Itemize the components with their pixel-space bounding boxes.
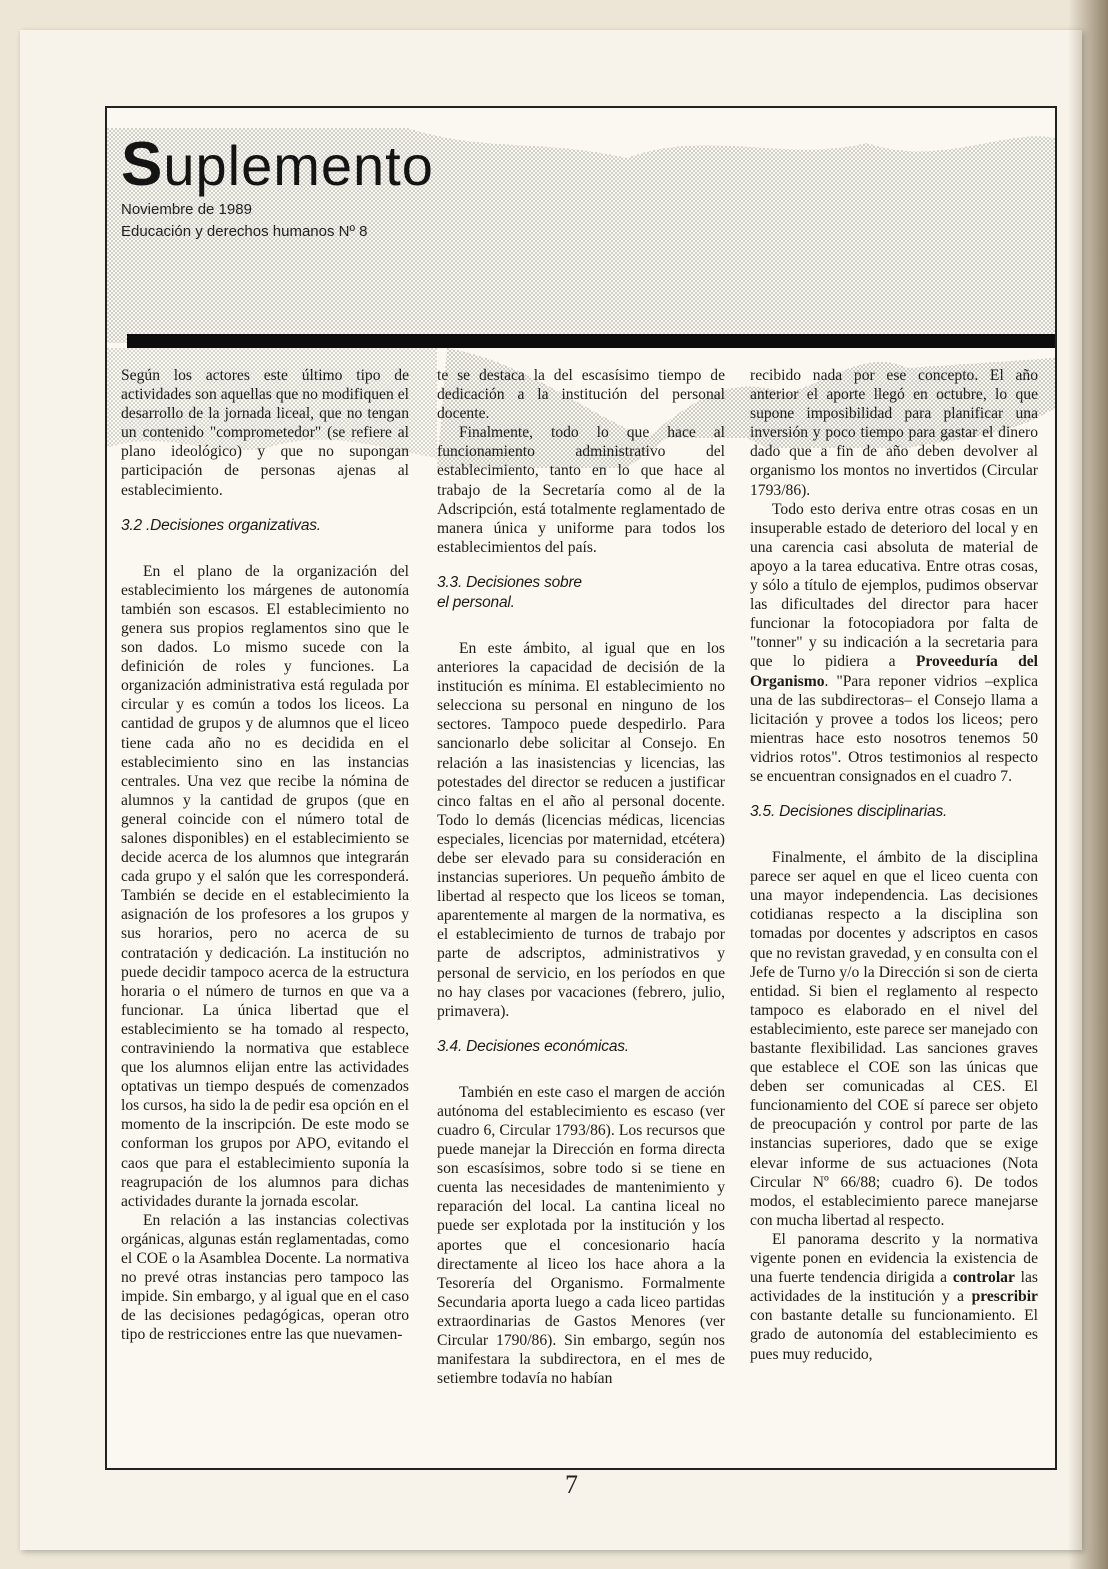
bold-run: controlar xyxy=(952,1269,1015,1287)
text-run: con bastante detalle su funcionamiento. El grado de autonomía del establecimiento es pues muy reducido, xyxy=(750,1307,1038,1363)
text-run: Todo esto deriva entre otras cosas en un insuperable estado de deterioro del local y en una carencia casi absoluta de material de apoyo a la tarea educativa. Entre otras cosas, y sólo a título de ejemplos, pudimos observar las dificultades del director para hacer funcionar la fotocopiadora por falta de "tonner" y su indicación a la secretaria para que lo pidiera a xyxy=(750,500,1038,671)
book-edge-shadow xyxy=(1068,0,1108,1569)
paragraph xyxy=(750,500,1038,786)
masthead-date: Noviembre de 1989 xyxy=(121,201,252,218)
paragraph: En este ámbito, al igual que en los anteriores la capacidad de decisión de la institución es mínima. El establecimiento no selecciona su personal en ninguno de los sectores. Tampoco puede despedirlo. Para sancionarlo debe solicitar al Consejo. En relación a las inasistencias y licencias, las potestades del director se reducen a justificar cinco faltas en el año al personal docente. Todo lo demás (licencias médicas, licencias especiales, licencias por maternidad, etcétera) debe ser elevado para su consideración en instancias superiores. Un pequeño ámbito de libertad al respecto que los liceos se toman, aparentemente al margen de la normativa, es el establecimiento de turnos de trabajo por parte de adscriptos, administrativos y personal de servicio, en los períodos en que no hay clases por vacaciones (febrero, julio, primavera). xyxy=(437,639,725,1020)
page-number: 7 xyxy=(565,1470,578,1499)
text-run: El panorama descrito y la normativa vigente ponen en evidencia la existencia de una fuerte tendencia dirigida a xyxy=(750,1230,1038,1287)
section-heading-3-4: 3.4. Decisiones económicas. xyxy=(437,1037,629,1055)
paragraph: Finalmente, todo lo que hace al funcionamiento administrativo del establecimiento, tanto en lo que hace al trabajo de la Secretaría como al de la Adscripción, está totalmente reglamentado de manera única y uniforme para todos los establecimientos del país. xyxy=(437,424,725,556)
masthead-series: Educación y derechos humanos Nº 8 xyxy=(121,223,368,240)
bold-run: prescribir xyxy=(971,1288,1038,1306)
bold-run: Proveeduría del Organismo xyxy=(750,653,1038,690)
masthead-title xyxy=(121,130,434,199)
heading-line: 3.3. Decisiones sobre xyxy=(437,573,582,591)
masthead-title-rest: uplemento xyxy=(163,134,434,197)
text-column-2 xyxy=(437,366,725,1388)
masthead xyxy=(121,130,434,240)
text-column-1 xyxy=(121,366,409,1345)
text-run: . "Para reponer vidrios –explica una de las subdirectoras– el Consejo llama a licitación y provee a todos los liceos; pero mientras hace esto nosotros tenemos 50 vidrios rotos". Otros testimonios al respecto se encuentran consignados en el cuadro 7. xyxy=(750,672,1038,785)
text-run: las actividades de la institución y a xyxy=(750,1269,1038,1306)
paragraph: También en este caso el margen de acción autónoma del establecimiento es escaso (ver cuadro 6, Circular 1793/86). Los recursos que puede manejar la Dirección en forma directa son escasísimos, sobre todo si se tiene en cuenta las necesidades de mantenimiento y reparación del local. La cantina liceal no puede ser explotada por la institución y los aportes que el concesionario hacía directamente al liceo los hace ahora a la Tesorería del Organismo. Formalmente Secundaria aporta luego a cada liceo partidas extraordinarias de Gastos Menores (ver Circular 1790/86). Sin embargo, según nos manifestara la subdirectora, en el mes de setiembre todavía no habían xyxy=(437,1083,725,1388)
paragraph: Finalmente, el ámbito de la disciplina parece ser aquel en que el liceo cuenta con una mayor independencia. Las decisiones cotidianas respecto a la disciplina son tomadas por docentes y adscriptos en casos que no revistan gravedad, y en consulta con el Jefe de Turno y/o la Dirección si son de cierta entidad. Si bien el reglamento al respecto tampoco es elaborado en el nivel del establecimiento, este parece ser manejado con bastante flexibilidad. Las sanciones graves que establece el COE son las únicas que deben ser comunicadas al CES. El funcionamiento del COE sí parece ser objeto de preocupación y control por parte de las instancias superiores, dado que se exige elevar informe de sus actuaciones (Nota Circular Nº 66/88; cuadro 6). De todos modos, el establecimiento parece manejarse con mucha libertad al respecto. xyxy=(750,849,1038,1229)
section-heading-3-3 xyxy=(437,573,725,613)
text-column-3 xyxy=(750,366,1038,1364)
paragraph: En relación a las instancias colectivas orgánicas, algunas están reglamentadas, como el COE o la Asamblea Docente. La normativa no prevé otras instancias pero tampoco las impide. Sin embargo, y al igual que en el caso de las decisiones pedagógicas, operan otro tipo de restricciones entre las que nuevamen- xyxy=(121,1211,409,1344)
paragraph: En el plano de la organización del establecimiento los márgenes de autonomía también son escasos. El establecimiento no genera sus propios reglamentos sino que le son dados. Lo mismo sucede con la definición de roles y funciones. La organización administrativa está regulada por circular y es común a todos los liceos. La cantidad de grupos y de alumnos que el liceo tiene cada año no es decidida en el establecimiento sino en las instancias centrales. Una vez que recibe la nómina de alumnos y la cantidad de grupos (que en general coincide con el número total de salones disponibles) en el establecimiento se decide acerca de los alumnos que integrarán cada grupo y el salón que les corresponderá. También se decide en el establecimiento la asignación de los profesores a los grupos y sus horarios, pero no acerca de su contratación y dedicación. La institución no puede decidir tampoco acerca de la estructura horaria o el número de turnos en que va a funcionar. La única libertad que el establecimiento se ha tomado al respecto, contraviniendo la normativa que establece que los alumnos elijan entre las actividades optativas un tiempo después de comenzados los cursos, ha sido la de pedir esa opción en el momento de la inscripción. De este modo se conforman los grupos por APO, evitando el caos que para el establecimiento suponía la reagrupación de los alumnos para dichas actividades durante la jornada escolar. xyxy=(121,562,409,1210)
heading-line: el personal. xyxy=(437,593,515,611)
header-rule xyxy=(127,334,1055,348)
paragraph: Según los actores este último tipo de actividades son aquellas que no modifiquen el desarrollo de la jornada liceal, que no tengan un contenido "comprometedor" (se refiere al plano ideológico) y que no supongan participación de personas ajenas al establecimiento. xyxy=(121,367,409,499)
paragraph: te se destaca la del escasísimo tiempo de dedicación a la institución del personal docente. xyxy=(437,367,725,423)
paragraph xyxy=(750,1230,1038,1364)
section-heading-3-5: 3.5. Decisiones disciplinarias. xyxy=(750,803,948,821)
paragraph: recibido nada por ese concepto. El año anterior el aporte llegó en octubre, lo que supone imposibilidad para planificar una inversión y poco tiempo para gastar el dinero dado que a fin de año deben devolver al organismo los montos no invertidos (Circular 1793/86). xyxy=(750,367,1038,499)
section-heading-3-2: 3.2 .Decisiones organizativas. xyxy=(121,516,321,534)
masthead-initial: S xyxy=(121,130,164,199)
article-frame xyxy=(105,106,1057,1470)
